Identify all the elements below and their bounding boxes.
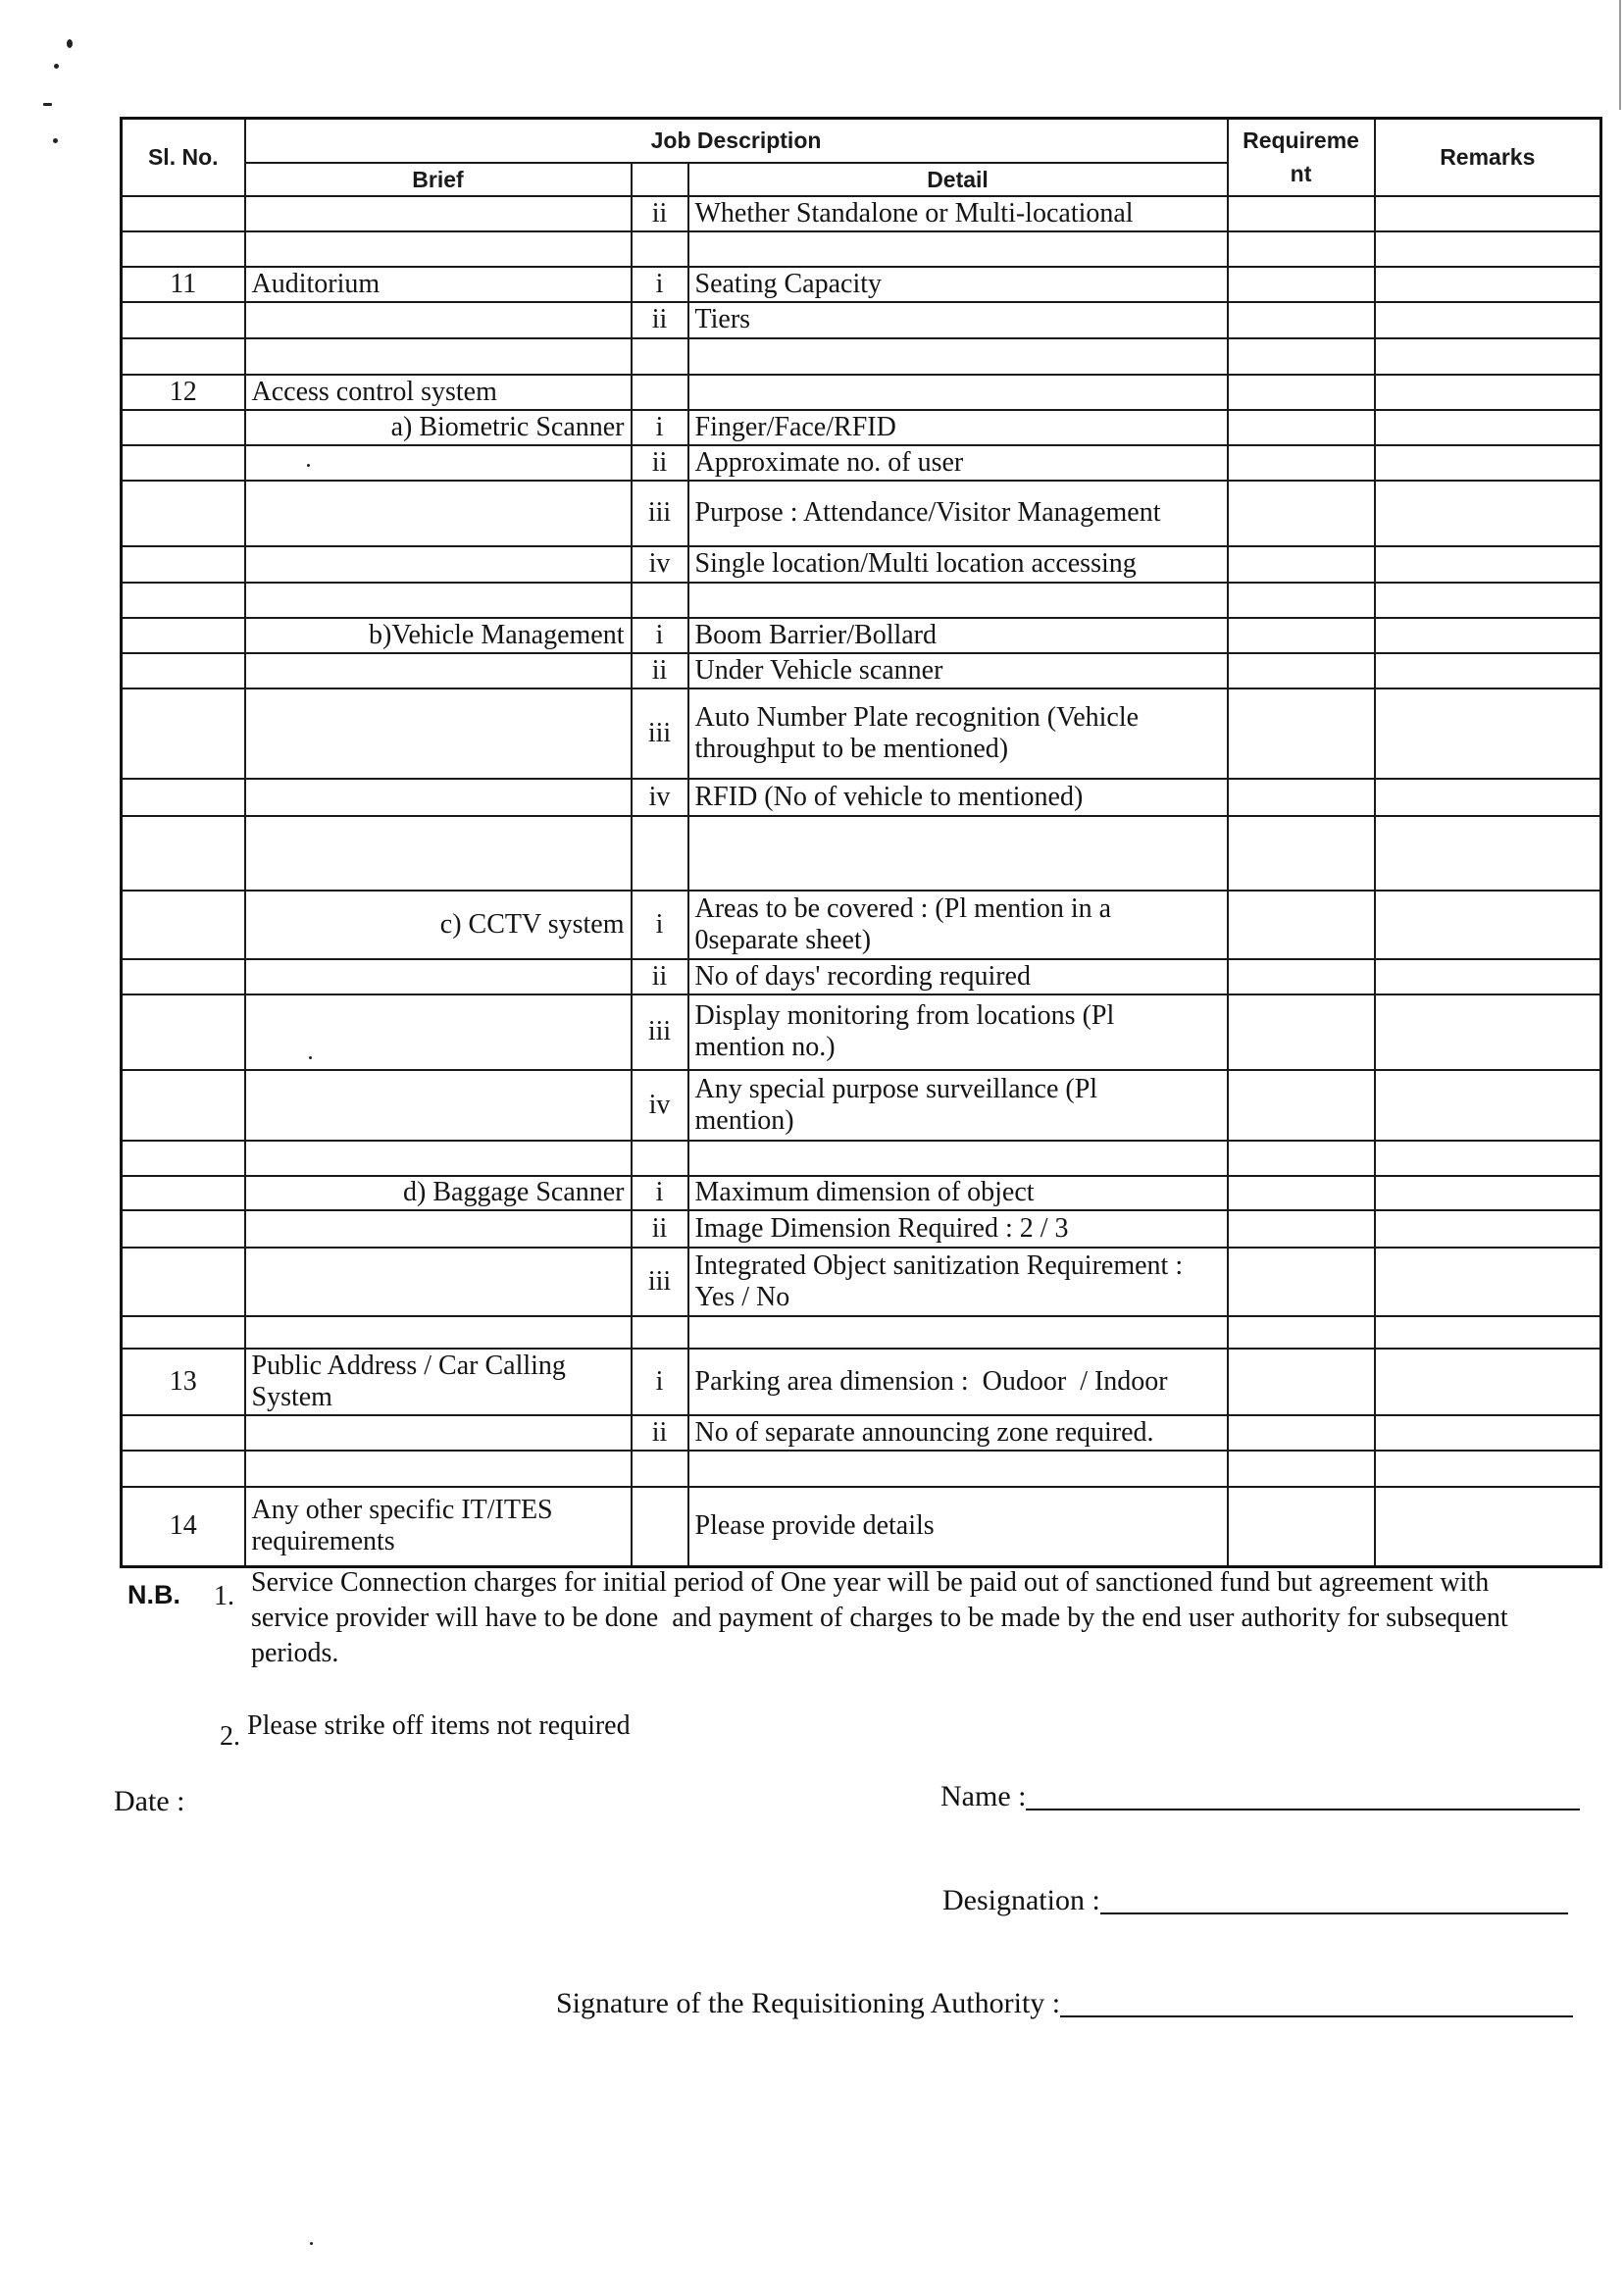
table-row [122, 445, 1601, 481]
sl-no-cell [122, 891, 245, 959]
header-remarks: Remarks [1375, 119, 1601, 196]
brief-cell [245, 445, 632, 481]
name-underline [1026, 1777, 1580, 1810]
scan-speck [54, 64, 59, 69]
requirement-cell [1228, 546, 1375, 583]
sl-no-cell [122, 583, 245, 618]
item-number-cell: iv [632, 779, 688, 816]
remarks-cell [1375, 1176, 1601, 1210]
table-row [122, 267, 1601, 302]
item-number-cell [632, 1487, 688, 1567]
name-field [940, 1777, 1580, 1816]
brief-cell: Public Address / Car Calling System [245, 1349, 632, 1415]
brief-cell [245, 1415, 632, 1451]
detail-cell: Purpose : Attendance/Visitor Management [688, 481, 1228, 546]
brief-cell [245, 959, 632, 994]
brief-cell [245, 994, 632, 1070]
sl-no-cell [122, 481, 245, 546]
requirement-cell [1228, 1316, 1375, 1349]
detail-cell: Integrated Object sanitization Requirement : Yes / No [688, 1248, 1228, 1316]
note-text: Please strike off items not required [247, 1710, 631, 1741]
sl-no-cell [122, 1451, 245, 1487]
remarks-cell [1375, 302, 1601, 338]
note-text: Service Connection charges for initial period of One year will be paid out of sanctioned fund but agreement with service provider will have to be done and payment of charges to be made by the end user authority for subsequent periods. [251, 1567, 1508, 1668]
remarks-cell [1375, 688, 1601, 779]
sl-no-cell [122, 1316, 245, 1349]
item-number-cell: ii [632, 302, 688, 338]
item-number-cell: iv [632, 1070, 688, 1141]
job-description-table [120, 117, 1602, 1568]
item-number-cell: ii [632, 445, 688, 481]
requirement-cell [1228, 375, 1375, 410]
detail-cell [688, 375, 1228, 410]
table-row-blank [122, 1451, 1601, 1487]
detail-cell: Any special purpose surveillance (Pl mention) [688, 1070, 1228, 1141]
detail-cell [688, 1141, 1228, 1176]
item-number-cell: iv [632, 546, 688, 583]
remarks-cell [1375, 1349, 1601, 1415]
signature-field [556, 1984, 1573, 2023]
designation-label: Designation : [942, 1884, 1100, 1916]
header-brief: Brief [245, 163, 632, 196]
table-row [122, 779, 1601, 816]
requirement-cell [1228, 994, 1375, 1070]
item-number-cell [632, 1451, 688, 1487]
requirement-cell [1228, 1248, 1375, 1316]
item-number-cell: ii [632, 653, 688, 688]
detail-cell: Approximate no. of user [688, 445, 1228, 481]
table-row-blank [122, 1141, 1601, 1176]
detail-cell [688, 583, 1228, 618]
detail-cell: No of separate announcing zone required. [688, 1415, 1228, 1451]
remarks-cell [1375, 1487, 1601, 1567]
remarks-cell [1375, 445, 1601, 481]
table-row [122, 1070, 1601, 1141]
remarks-cell [1375, 1451, 1601, 1487]
sl-no-cell [122, 1176, 245, 1210]
item-number-cell: ii [632, 959, 688, 994]
brief-cell: d) Baggage Scanner [245, 1176, 632, 1210]
remarks-cell [1375, 618, 1601, 653]
requirement-cell [1228, 688, 1375, 779]
requirement-cell [1228, 1415, 1375, 1451]
item-number-cell: i [632, 267, 688, 302]
table-row [122, 891, 1601, 959]
brief-cell [245, 1141, 632, 1176]
brief-cell [245, 1316, 632, 1349]
sl-no-cell [122, 302, 245, 338]
table-row [122, 653, 1601, 688]
remarks-cell [1375, 410, 1601, 445]
signature-underline [1060, 1984, 1573, 2017]
scan-speck [67, 39, 73, 48]
brief-cell [245, 1248, 632, 1316]
requirement-cell [1228, 1070, 1375, 1141]
table-row [122, 618, 1601, 653]
remarks-cell [1375, 583, 1601, 618]
sl-no-cell [122, 231, 245, 267]
table-row [122, 410, 1601, 445]
item-number-cell: iii [632, 481, 688, 546]
item-number-cell: i [632, 1176, 688, 1210]
item-number-cell [632, 1316, 688, 1349]
signature-label: Signature of the Requisitioning Authority : [556, 1987, 1061, 2019]
item-number-cell [632, 816, 688, 891]
table-row [122, 1248, 1601, 1316]
detail-cell: Boom Barrier/Bollard [688, 618, 1228, 653]
requirement-cell [1228, 1451, 1375, 1487]
detail-cell [688, 338, 1228, 375]
remarks-cell [1375, 1248, 1601, 1316]
remarks-cell [1375, 1415, 1601, 1451]
requirement-cell [1228, 1349, 1375, 1415]
detail-cell: No of days' recording required [688, 959, 1228, 994]
detail-cell: Single location/Multi location accessing [688, 546, 1228, 583]
sl-no-cell [122, 445, 245, 481]
brief-cell: a) Biometric Scanner [245, 410, 632, 445]
item-number-cell [632, 338, 688, 375]
header-detail: Detail [688, 163, 1228, 196]
sl-no-cell [122, 779, 245, 816]
item-number-cell: i [632, 410, 688, 445]
sl-no-cell [122, 196, 245, 231]
sl-no-cell [122, 1070, 245, 1141]
sl-no-cell [122, 688, 245, 779]
table-row [122, 302, 1601, 338]
item-number-cell: i [632, 1349, 688, 1415]
remarks-cell [1375, 1210, 1601, 1248]
requirement-cell [1228, 196, 1375, 231]
remarks-cell [1375, 994, 1601, 1070]
item-number-cell: ii [632, 196, 688, 231]
sl-no-cell [122, 1141, 245, 1176]
remarks-cell [1375, 338, 1601, 375]
table-row [122, 1176, 1601, 1210]
requirement-cell [1228, 816, 1375, 891]
requirement-cell [1228, 338, 1375, 375]
item-number-cell: iii [632, 688, 688, 779]
remarks-cell [1375, 959, 1601, 994]
note-number: 1. [214, 1581, 234, 1611]
remarks-cell [1375, 196, 1601, 231]
brief-cell: Access control system [245, 375, 632, 410]
brief-cell [245, 653, 632, 688]
sl-no-cell [122, 994, 245, 1070]
table-row [122, 959, 1601, 994]
sl-no-cell: 11 [122, 267, 245, 302]
remarks-cell [1375, 816, 1601, 891]
sl-no-cell: 13 [122, 1349, 245, 1415]
detail-cell [688, 816, 1228, 891]
requirement-cell [1228, 267, 1375, 302]
scan-speck [53, 138, 58, 143]
remarks-cell [1375, 891, 1601, 959]
item-number-cell: i [632, 891, 688, 959]
requirement-cell [1228, 583, 1375, 618]
requirement-cell [1228, 1210, 1375, 1248]
remarks-cell [1375, 653, 1601, 688]
remarks-cell [1375, 1141, 1601, 1176]
table-row-blank [122, 583, 1601, 618]
item-number-cell [632, 583, 688, 618]
detail-cell: Display monitoring from locations (Pl mention no.) [688, 994, 1228, 1070]
remarks-cell [1375, 1316, 1601, 1349]
brief-cell [245, 196, 632, 231]
table-row-blank [122, 338, 1601, 375]
requirement-cell [1228, 481, 1375, 546]
brief-cell [245, 231, 632, 267]
detail-cell: Image Dimension Required : 2 / 3 [688, 1210, 1228, 1248]
sl-no-cell [122, 959, 245, 994]
requirement-cell [1228, 410, 1375, 445]
table-row [122, 481, 1601, 546]
item-number-cell [632, 1141, 688, 1176]
remarks-cell [1375, 779, 1601, 816]
detail-cell: Parking area dimension : Oudoor / Indoor [688, 1349, 1228, 1415]
sl-no-cell [122, 1248, 245, 1316]
designation-field [942, 1881, 1568, 1920]
detail-cell: RFID (No of vehicle to mentioned) [688, 779, 1228, 816]
brief-cell [245, 1210, 632, 1248]
remarks-cell [1375, 375, 1601, 410]
header-job-description: Job Description [245, 119, 1228, 163]
brief-cell [245, 583, 632, 618]
brief-cell [245, 1070, 632, 1141]
detail-cell: Whether Standalone or Multi-locational [688, 196, 1228, 231]
table-row [122, 1415, 1601, 1451]
remarks-cell [1375, 481, 1601, 546]
header-item-number [632, 163, 688, 196]
detail-cell: Areas to be covered : (Pl mention in a 0separate sheet) [688, 891, 1228, 959]
table-row [122, 1210, 1601, 1248]
item-number-cell: iii [632, 1248, 688, 1316]
detail-cell [688, 231, 1228, 267]
scan-edge-line [1619, 0, 1621, 110]
detail-cell [688, 1451, 1228, 1487]
table-row [122, 546, 1601, 583]
remarks-cell [1375, 1070, 1601, 1141]
detail-cell [688, 1316, 1228, 1349]
detail-cell: Auto Number Plate recognition (Vehicle throughput to be mentioned) [688, 688, 1228, 779]
sl-no-cell [122, 546, 245, 583]
brief-cell: b)Vehicle Management [245, 618, 632, 653]
detail-cell: Finger/Face/RFID [688, 410, 1228, 445]
requirement-cell [1228, 779, 1375, 816]
sl-no-cell [122, 653, 245, 688]
remarks-cell [1375, 267, 1601, 302]
detail-cell: Tiers [688, 302, 1228, 338]
scan-speck [43, 103, 52, 106]
brief-cell [245, 302, 632, 338]
sl-no-cell [122, 1415, 245, 1451]
sl-no-cell: 12 [122, 375, 245, 410]
brief-cell [245, 546, 632, 583]
brief-cell [245, 481, 632, 546]
table-row [122, 1349, 1601, 1415]
name-label: Name : [940, 1780, 1027, 1812]
scan-speck [310, 2242, 313, 2245]
item-number-cell: i [632, 618, 688, 653]
table-row [122, 196, 1601, 231]
designation-underline [1100, 1881, 1568, 1914]
requirement-cell [1228, 1176, 1375, 1210]
item-number-cell: iii [632, 994, 688, 1070]
table-row [122, 375, 1601, 410]
requirement-cell [1228, 1141, 1375, 1176]
brief-cell [245, 338, 632, 375]
brief-cell [245, 688, 632, 779]
sl-no-cell [122, 816, 245, 891]
item-number-cell [632, 231, 688, 267]
requirement-cell [1228, 302, 1375, 338]
brief-cell [245, 816, 632, 891]
item-number-cell: ii [632, 1415, 688, 1451]
brief-cell: Any other specific IT/ITES requirements [245, 1487, 632, 1567]
header-sl-no: Sl. No. [122, 119, 245, 196]
item-number-cell [632, 375, 688, 410]
detail-cell: Under Vehicle scanner [688, 653, 1228, 688]
sl-no-cell [122, 410, 245, 445]
requirement-cell [1228, 231, 1375, 267]
nb-label: N.B. [127, 1580, 180, 1609]
requirement-cell [1228, 891, 1375, 959]
remarks-cell [1375, 231, 1601, 267]
brief-cell: Auditorium [245, 267, 632, 302]
date-label: Date : [114, 1785, 185, 1817]
table-row [122, 688, 1601, 779]
requirement-cell [1228, 959, 1375, 994]
requirement-cell [1228, 445, 1375, 481]
brief-cell [245, 779, 632, 816]
table-header-row [122, 119, 1601, 163]
item-number-cell: ii [632, 1210, 688, 1248]
table-row-blank [122, 1316, 1601, 1349]
table-row [122, 1487, 1601, 1567]
detail-cell: Please provide details [688, 1487, 1228, 1567]
table-row-blank [122, 231, 1601, 267]
note-number: 2. [220, 1721, 240, 1752]
detail-cell: Maximum dimension of object [688, 1176, 1228, 1210]
requirement-cell [1228, 653, 1375, 688]
header-requirement: Requireme nt [1228, 119, 1375, 196]
detail-cell: Seating Capacity [688, 267, 1228, 302]
sl-no-cell [122, 338, 245, 375]
sl-no-cell: 14 [122, 1487, 245, 1567]
brief-cell: c) CCTV system [245, 891, 632, 959]
sl-no-cell [122, 1210, 245, 1248]
table-row-blank [122, 816, 1601, 891]
requirement-cell [1228, 1487, 1375, 1567]
table-row [122, 994, 1601, 1070]
remarks-cell [1375, 546, 1601, 583]
requirement-cell [1228, 618, 1375, 653]
sl-no-cell [122, 618, 245, 653]
brief-cell [245, 1451, 632, 1487]
